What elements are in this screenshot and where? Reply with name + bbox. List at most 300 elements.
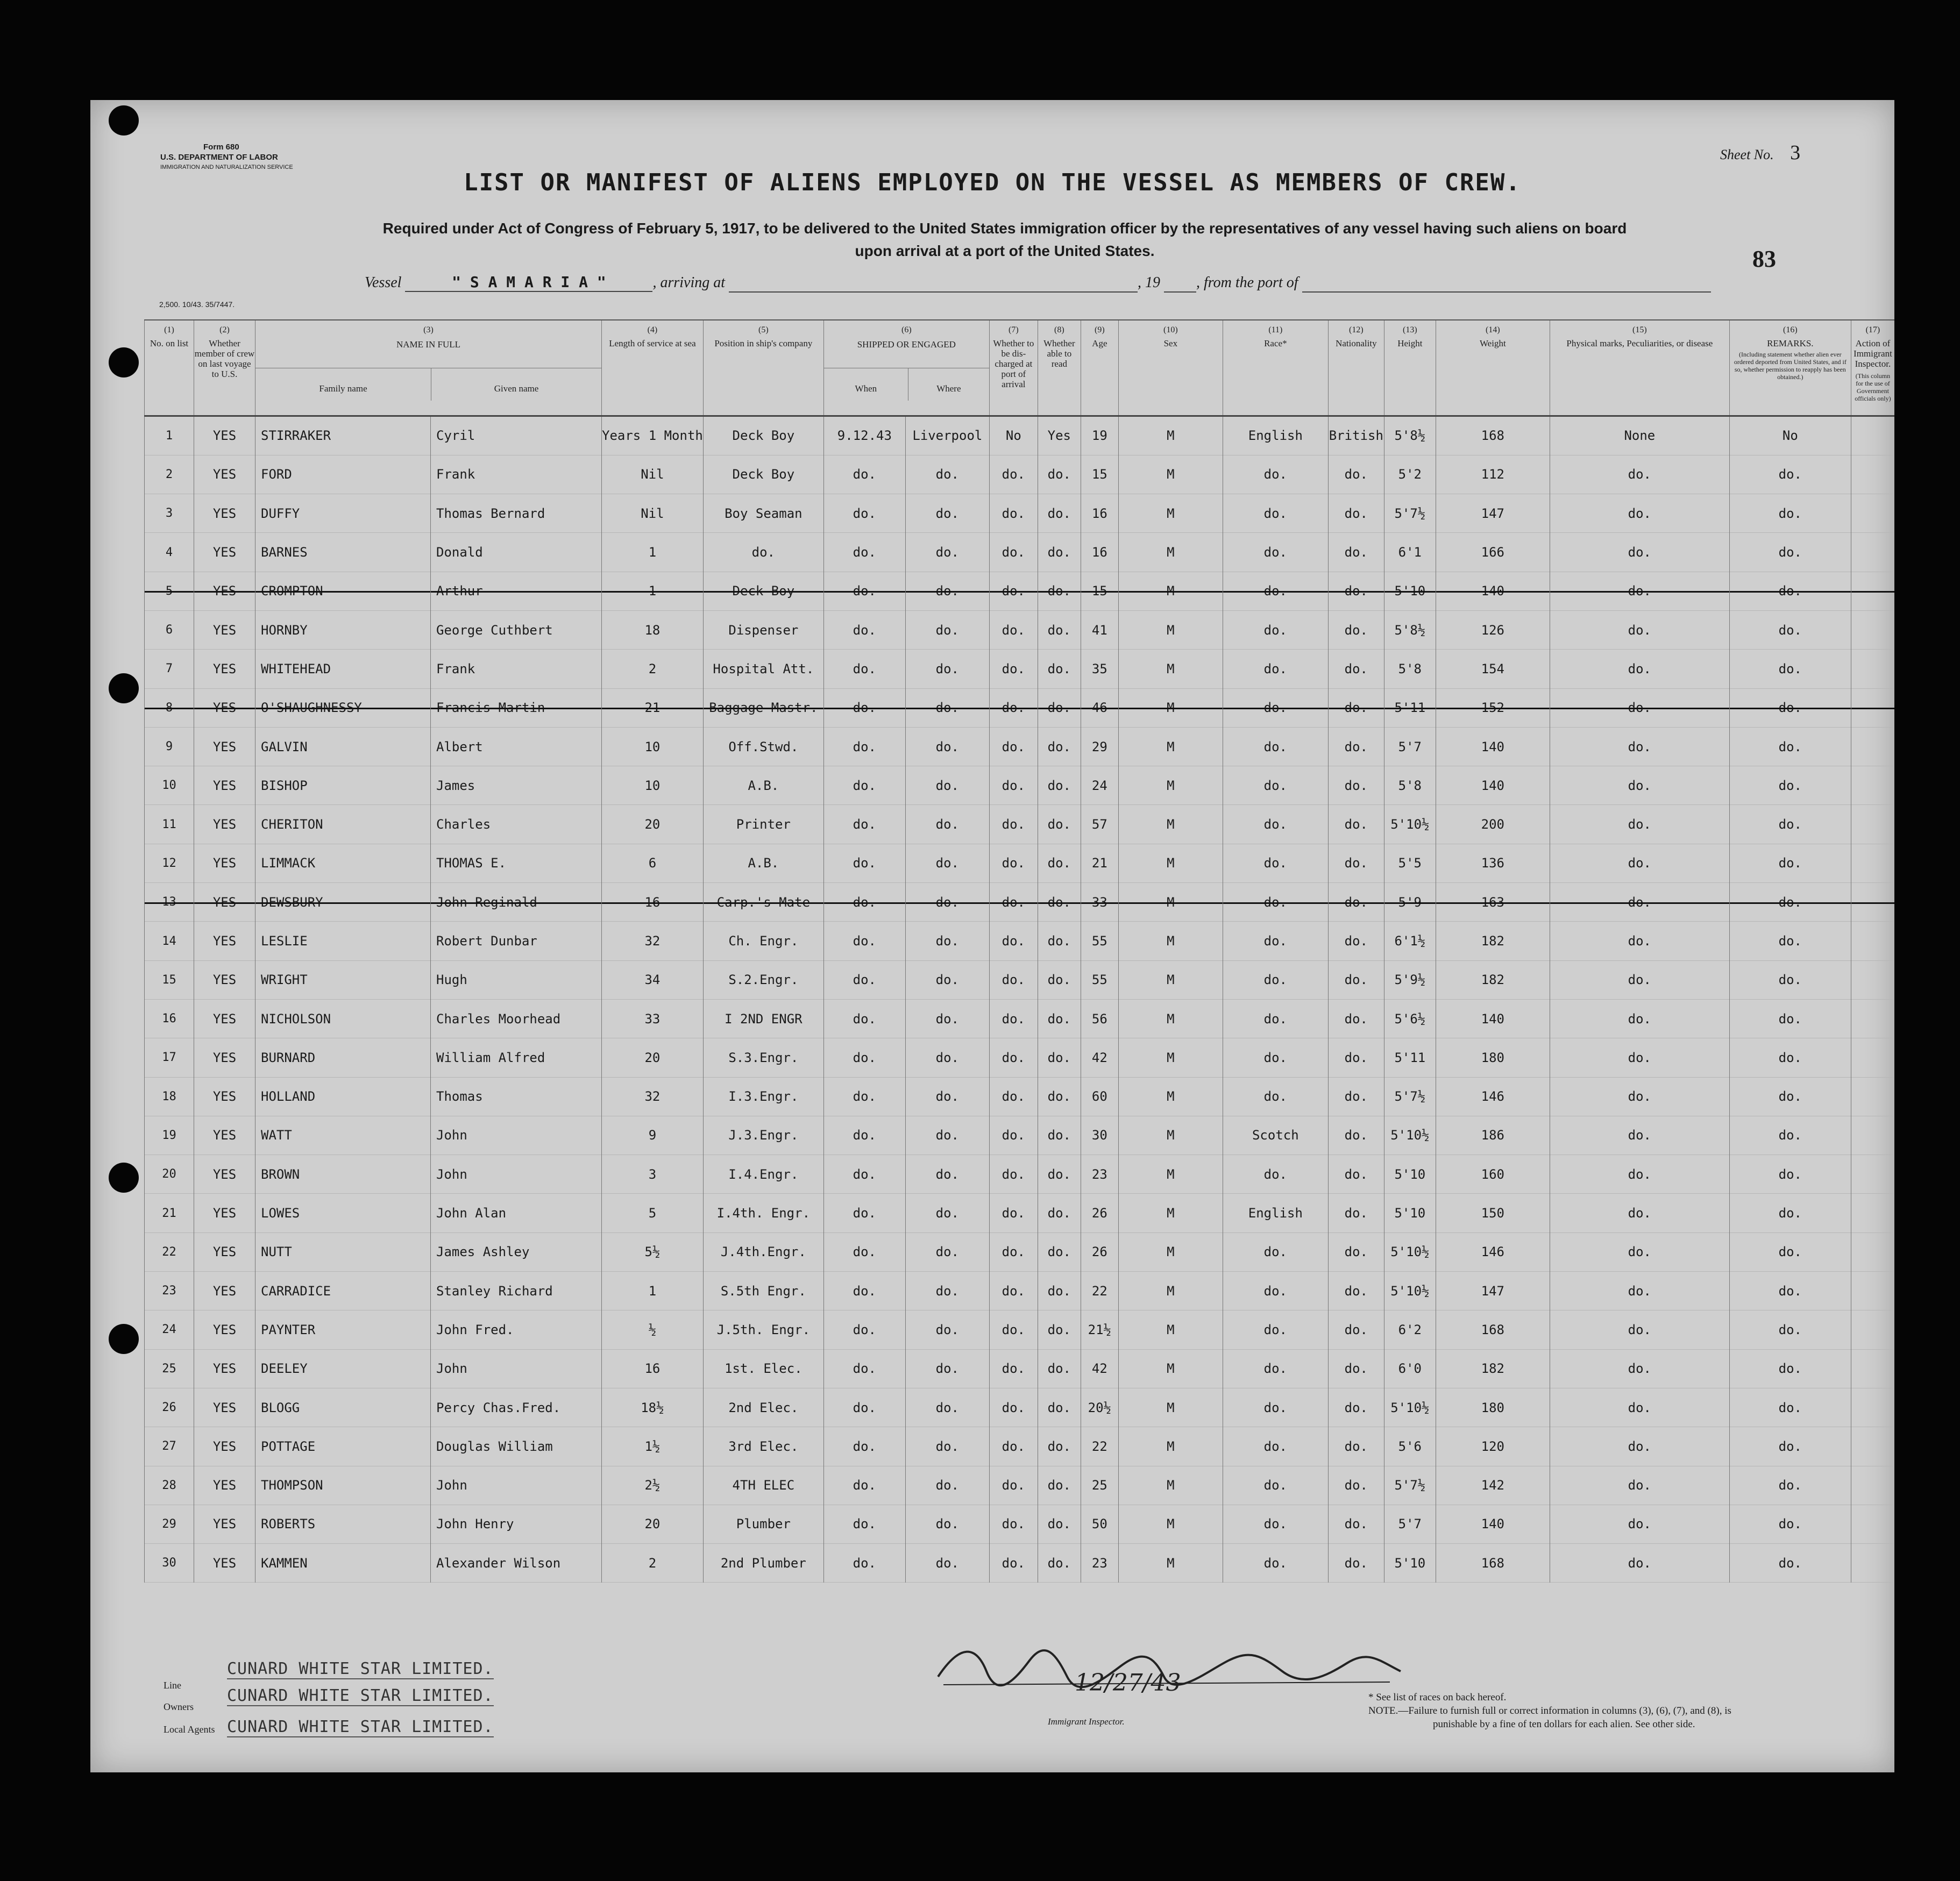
service-length-cell: 5½: [602, 1232, 704, 1271]
service-length-cell: 3: [602, 1155, 704, 1194]
table-row: [145, 610, 1895, 649]
position-cell: Deck Boy: [703, 416, 823, 455]
family-name-cell: WHITEHEAD: [255, 650, 431, 688]
able-to-read-cell: do.: [1038, 1505, 1081, 1543]
race-cell: do.: [1223, 960, 1328, 999]
able-to-read-cell: do.: [1038, 1544, 1081, 1583]
age-cell: 15: [1081, 572, 1118, 610]
height-cell: 5'10: [1384, 1155, 1436, 1194]
sheet-number: [1720, 141, 1800, 165]
service-length-cell: 16: [602, 1349, 704, 1388]
position-cell: I.4.Engr.: [703, 1155, 823, 1194]
race-cell: do.: [1223, 1466, 1328, 1505]
previous-voyage-cell: YES: [194, 455, 255, 494]
race-cell: do.: [1223, 1505, 1328, 1543]
family-name-cell: CARRADICE: [255, 1272, 431, 1310]
weight-cell: 147: [1436, 494, 1550, 533]
nationality-cell: do.: [1328, 805, 1384, 844]
weight-cell: 140: [1436, 1505, 1550, 1543]
physical-marks-cell: do.: [1550, 1466, 1729, 1505]
inspector-action-cell: [1851, 494, 1894, 533]
to-be-discharged-cell: do.: [989, 688, 1038, 727]
weight-cell: 112: [1436, 455, 1550, 494]
race-cell: do.: [1223, 1544, 1328, 1583]
able-to-read-cell: do.: [1038, 844, 1081, 882]
given-name-cell: George Cuthbert: [431, 610, 602, 649]
inspector-action-cell: [1851, 1272, 1894, 1310]
family-name-cell: DEWSBURY: [255, 883, 431, 922]
sex-cell: M: [1118, 533, 1223, 572]
able-to-read-cell: do.: [1038, 727, 1081, 766]
shipped-where-cell: do.: [905, 650, 989, 688]
sex-cell: M: [1118, 1388, 1223, 1427]
weight-cell: 140: [1436, 999, 1550, 1038]
col-header-inspector-action: (17) Action of Immigrant Inspector. (This column for the use of Government officials only): [1851, 320, 1894, 416]
age-cell: 50: [1081, 1505, 1118, 1543]
table-row: [145, 1427, 1895, 1466]
col-header-family-name: Family name: [319, 383, 367, 394]
age-cell: 26: [1081, 1194, 1118, 1232]
family-name-cell: DUFFY: [255, 494, 431, 533]
table-row: [145, 455, 1895, 494]
table-row: [145, 494, 1895, 533]
shipped-when-cell: do.: [823, 922, 905, 960]
shipped-where-cell: do.: [905, 1232, 989, 1271]
physical-marks-cell: do.: [1550, 1349, 1729, 1388]
row-number-cell: 28: [145, 1466, 194, 1505]
previous-voyage-cell: YES: [194, 844, 255, 882]
service-length-cell: 6: [602, 844, 704, 882]
physical-marks-cell: do.: [1550, 1232, 1729, 1271]
age-cell: 42: [1081, 1349, 1118, 1388]
given-name-cell: John: [431, 1155, 602, 1194]
shipped-when-cell: do.: [823, 999, 905, 1038]
given-name-cell: Thomas: [431, 1077, 602, 1116]
table-row: [145, 1232, 1895, 1271]
age-cell: 55: [1081, 922, 1118, 960]
physical-marks-cell: do.: [1550, 1544, 1729, 1583]
shipped-when-cell: do.: [823, 1466, 905, 1505]
shipped-where-cell: do.: [905, 572, 989, 610]
family-name-cell: BLOGG: [255, 1388, 431, 1427]
position-cell: I.3.Engr.: [703, 1077, 823, 1116]
age-cell: 24: [1081, 766, 1118, 805]
race-cell: do.: [1223, 1272, 1328, 1310]
nationality-cell: do.: [1328, 727, 1384, 766]
height-cell: 5'7½: [1384, 494, 1436, 533]
sex-cell: M: [1118, 1505, 1223, 1543]
sex-cell: M: [1118, 1194, 1223, 1232]
to-be-discharged-cell: do.: [989, 494, 1038, 533]
remarks-cell: do.: [1729, 1349, 1851, 1388]
page-subtitle: [252, 217, 1758, 262]
table-row: [145, 1194, 1895, 1232]
race-cell: do.: [1223, 688, 1328, 727]
to-be-discharged-cell: do.: [989, 610, 1038, 649]
remarks-cell: do.: [1729, 650, 1851, 688]
sex-cell: M: [1118, 960, 1223, 999]
to-be-discharged-cell: do.: [989, 844, 1038, 882]
height-cell: 5'10½: [1384, 805, 1436, 844]
sex-cell: M: [1118, 688, 1223, 727]
service-length-cell: 20: [602, 1505, 704, 1543]
shipped-where-cell: do.: [905, 883, 989, 922]
service-length-cell: 10: [602, 766, 704, 805]
row-number-cell: 15: [145, 960, 194, 999]
shipped-where-cell: do.: [905, 494, 989, 533]
shipped-where-cell: do.: [905, 688, 989, 727]
to-be-discharged-cell: do.: [989, 1116, 1038, 1155]
shipped-where-cell: do.: [905, 844, 989, 882]
table-row: [145, 1038, 1895, 1077]
family-name-cell: GALVIN: [255, 727, 431, 766]
position-cell: 3rd Elec.: [703, 1427, 823, 1466]
position-cell: S.2.Engr.: [703, 960, 823, 999]
to-be-discharged-cell: do.: [989, 883, 1038, 922]
table-body: [145, 416, 1895, 1583]
height-cell: 5'10½: [1384, 1232, 1436, 1271]
sex-cell: M: [1118, 650, 1223, 688]
shipped-where-cell: do.: [905, 1272, 989, 1310]
arriving-blank: [729, 274, 1138, 293]
race-cell: English: [1223, 416, 1328, 455]
weight-cell: 180: [1436, 1038, 1550, 1077]
previous-voyage-cell: YES: [194, 688, 255, 727]
sex-cell: M: [1118, 883, 1223, 922]
physical-marks-cell: do.: [1550, 999, 1729, 1038]
remarks-cell: do.: [1729, 610, 1851, 649]
vessel-label: Vessel: [365, 274, 402, 291]
shipped-where-cell: do.: [905, 1038, 989, 1077]
service-length-cell: 1: [602, 572, 704, 610]
able-to-read-cell: do.: [1038, 1466, 1081, 1505]
table-row: [145, 960, 1895, 999]
inspector-action-cell: [1851, 572, 1894, 610]
sheet-number-label: Sheet No.: [1720, 147, 1774, 162]
page-number: 83: [1752, 246, 1776, 272]
nationality-cell: do.: [1328, 766, 1384, 805]
col-header-read: (8) Whether able to read: [1038, 320, 1081, 416]
family-name-cell: O'SHAUGHNESSY: [255, 688, 431, 727]
given-name-cell: John: [431, 1349, 602, 1388]
table-row: [145, 1116, 1895, 1155]
able-to-read-cell: do.: [1038, 1232, 1081, 1271]
nationality-cell: do.: [1328, 922, 1384, 960]
remarks-cell: do.: [1729, 960, 1851, 999]
nationality-cell: do.: [1328, 1232, 1384, 1271]
race-cell: do.: [1223, 766, 1328, 805]
given-name-cell: Francis Martin: [431, 688, 602, 727]
age-cell: 21½: [1081, 1310, 1118, 1349]
row-number-cell: 22: [145, 1232, 194, 1271]
position-cell: J.4th.Engr.: [703, 1232, 823, 1271]
to-be-discharged-cell: do.: [989, 572, 1038, 610]
remarks-cell: do.: [1729, 1272, 1851, 1310]
family-name-cell: NICHOLSON: [255, 999, 431, 1038]
race-cell: do.: [1223, 1349, 1328, 1388]
physical-marks-cell: do.: [1550, 922, 1729, 960]
nationality-cell: do.: [1328, 610, 1384, 649]
position-cell: Deck Boy: [703, 572, 823, 610]
height-cell: 5'10½: [1384, 1272, 1436, 1310]
shipped-when-cell: do.: [823, 494, 905, 533]
age-cell: 23: [1081, 1155, 1118, 1194]
row-number-cell: 24: [145, 1310, 194, 1349]
subtitle-line-2: upon arrival at a port of the United States.: [855, 243, 1155, 259]
shipped-when-cell: do.: [823, 883, 905, 922]
remarks-cell: do.: [1729, 805, 1851, 844]
inspector-action-cell: [1851, 1194, 1894, 1232]
nationality-cell: do.: [1328, 1388, 1384, 1427]
position-cell: J.5th. Engr.: [703, 1310, 823, 1349]
weight-cell: 186: [1436, 1116, 1550, 1155]
col-header-nationality: (12) Nationality: [1328, 320, 1384, 416]
physical-marks-cell: do.: [1550, 610, 1729, 649]
height-cell: 5'10½: [1384, 1116, 1436, 1155]
remarks-cell: do.: [1729, 999, 1851, 1038]
inspector-action-cell: [1851, 1038, 1894, 1077]
table-header: [145, 320, 1895, 416]
height-cell: 5'9: [1384, 883, 1436, 922]
physical-marks-cell: do.: [1550, 883, 1729, 922]
inspector-action-cell: [1851, 922, 1894, 960]
family-name-cell: ROBERTS: [255, 1505, 431, 1543]
age-cell: 56: [1081, 999, 1118, 1038]
previous-voyage-cell: YES: [194, 922, 255, 960]
row-number-cell: 3: [145, 494, 194, 533]
position-cell: A.B.: [703, 766, 823, 805]
year-label: , 19: [1138, 274, 1160, 291]
position-cell: 4TH ELEC: [703, 1466, 823, 1505]
inspector-action-cell: [1851, 1116, 1894, 1155]
height-cell: 5'7: [1384, 727, 1436, 766]
position-cell: 2nd Plumber: [703, 1544, 823, 1583]
note-races: * See list of races on back hereof.: [1368, 1692, 1507, 1703]
shipped-when-cell: do.: [823, 533, 905, 572]
inspector-action-cell: [1851, 1232, 1894, 1271]
race-cell: English: [1223, 1194, 1328, 1232]
position-cell: I 2ND ENGR: [703, 999, 823, 1038]
height-cell: 5'10½: [1384, 1388, 1436, 1427]
position-cell: Boy Seaman: [703, 494, 823, 533]
family-name-cell: LOWES: [255, 1194, 431, 1232]
nationality-cell: do.: [1328, 650, 1384, 688]
position-cell: Deck Boy: [703, 455, 823, 494]
able-to-read-cell: do.: [1038, 960, 1081, 999]
weight-cell: 168: [1436, 1310, 1550, 1349]
given-name-cell: John Fred.: [431, 1310, 602, 1349]
shipped-where-cell: do.: [905, 533, 989, 572]
inspector-action-cell: [1851, 650, 1894, 688]
sex-cell: M: [1118, 1466, 1223, 1505]
table-row: [145, 805, 1895, 844]
height-cell: 5'7: [1384, 1505, 1436, 1543]
line-stamp: CUNARD WHITE STAR LIMITED.: [227, 1659, 494, 1678]
remarks-cell: do.: [1729, 533, 1851, 572]
physical-marks-cell: do.: [1550, 572, 1729, 610]
given-name-cell: Donald: [431, 533, 602, 572]
note-penalty-1: NOTE.—Failure to furnish full or correct information in columns (3), (6), (7), and (8), is: [1368, 1705, 1731, 1716]
col-header-age: (9) Age: [1081, 320, 1118, 416]
height-cell: 5'10: [1384, 572, 1436, 610]
given-name-cell: Frank: [431, 455, 602, 494]
service-length-cell: 32: [602, 1077, 704, 1116]
table-row: [145, 766, 1895, 805]
row-number-cell: 23: [145, 1272, 194, 1310]
age-cell: 35: [1081, 650, 1118, 688]
table-row: [145, 1544, 1895, 1583]
table-row: [145, 883, 1895, 922]
remarks-cell: do.: [1729, 688, 1851, 727]
remarks-cell: do.: [1729, 1194, 1851, 1232]
shipped-when-cell: do.: [823, 1310, 905, 1349]
inspector-action-cell: [1851, 1349, 1894, 1388]
nationality-cell: do.: [1328, 1310, 1384, 1349]
shipped-where-cell: do.: [905, 1155, 989, 1194]
shipped-when-cell: do.: [823, 1388, 905, 1427]
inspector-action-cell: [1851, 999, 1894, 1038]
inspector-action-cell: [1851, 844, 1894, 882]
shipped-where-cell: do.: [905, 610, 989, 649]
service-length-cell: 1: [602, 533, 704, 572]
able-to-read-cell: Yes: [1038, 416, 1081, 455]
shipped-where-cell: do.: [905, 1427, 989, 1466]
height-cell: 5'7½: [1384, 1466, 1436, 1505]
row-number-cell: 10: [145, 766, 194, 805]
shipped-when-cell: do.: [823, 1194, 905, 1232]
col-header-remarks: (16) REMARKS. (Including statement whether alien ever ordered deported from United States, and if so, whether permission to reapply has been obtained.): [1729, 320, 1851, 416]
weight-cell: 146: [1436, 1232, 1550, 1271]
note-penalty-2: punishable by a fine of ten dollars for each alien. See other side.: [1433, 1719, 1695, 1730]
service-length-cell: 18: [602, 610, 704, 649]
family-name-cell: FORD: [255, 455, 431, 494]
row-number-cell: 2: [145, 455, 194, 494]
shipped-when-cell: do.: [823, 1272, 905, 1310]
owners-stamp: CUNARD WHITE STAR LIMITED.: [227, 1686, 494, 1705]
print-code: 2,500. 10/43. 35/7447.: [159, 300, 235, 309]
previous-voyage-cell: YES: [194, 572, 255, 610]
age-cell: 21: [1081, 844, 1118, 882]
race-cell: do.: [1223, 1038, 1328, 1077]
to-be-discharged-cell: do.: [989, 1232, 1038, 1271]
to-be-discharged-cell: No: [989, 416, 1038, 455]
inspector-action-cell: [1851, 727, 1894, 766]
shipped-where-cell: do.: [905, 766, 989, 805]
shipped-when-cell: do.: [823, 960, 905, 999]
physical-marks-cell: None: [1550, 416, 1729, 455]
height-cell: 5'8: [1384, 766, 1436, 805]
sex-cell: M: [1118, 1272, 1223, 1310]
remarks-cell: do.: [1729, 1505, 1851, 1543]
able-to-read-cell: do.: [1038, 1116, 1081, 1155]
shipped-when-cell: do.: [823, 805, 905, 844]
age-cell: 29: [1081, 727, 1118, 766]
table-row: [145, 1505, 1895, 1543]
previous-voyage-cell: YES: [194, 610, 255, 649]
col-header-name: (3) NAME IN FULL Family name Given name: [255, 320, 602, 416]
row-number-cell: 30: [145, 1544, 194, 1583]
position-cell: S.3.Engr.: [703, 1038, 823, 1077]
able-to-read-cell: do.: [1038, 1349, 1081, 1388]
inspector-action-cell: [1851, 1466, 1894, 1505]
sex-cell: M: [1118, 1349, 1223, 1388]
physical-marks-cell: do.: [1550, 688, 1729, 727]
weight-cell: 142: [1436, 1466, 1550, 1505]
table-row: [145, 1349, 1895, 1388]
able-to-read-cell: do.: [1038, 766, 1081, 805]
age-cell: 25: [1081, 1466, 1118, 1505]
able-to-read-cell: do.: [1038, 1077, 1081, 1116]
family-name-cell: POTTAGE: [255, 1427, 431, 1466]
to-be-discharged-cell: do.: [989, 533, 1038, 572]
service-length-cell: 2: [602, 650, 704, 688]
shipped-when-cell: do.: [823, 1038, 905, 1077]
to-be-discharged-cell: do.: [989, 727, 1038, 766]
row-number-cell: 17: [145, 1038, 194, 1077]
inspector-action-cell: [1851, 455, 1894, 494]
physical-marks-cell: do.: [1550, 494, 1729, 533]
vessel-name: " S A M A R I A ": [405, 273, 652, 292]
weight-cell: 168: [1436, 1544, 1550, 1583]
col-header-where: Where: [908, 368, 989, 401]
manifest-sheet: [90, 100, 1894, 1772]
sex-cell: M: [1118, 1232, 1223, 1271]
able-to-read-cell: do.: [1038, 1194, 1081, 1232]
previous-voyage-cell: YES: [194, 1077, 255, 1116]
inspector-action-cell: [1851, 610, 1894, 649]
previous-voyage-cell: YES: [194, 650, 255, 688]
able-to-read-cell: do.: [1038, 455, 1081, 494]
col-header-when: When: [855, 383, 877, 394]
sex-cell: M: [1118, 999, 1223, 1038]
nationality-cell: do.: [1328, 1155, 1384, 1194]
race-cell: do.: [1223, 533, 1328, 572]
service-length-cell: 1½: [602, 1427, 704, 1466]
department-name: U.S. DEPARTMENT OF LABOR: [160, 153, 278, 162]
to-be-discharged-cell: do.: [989, 922, 1038, 960]
nationality-cell: do.: [1328, 688, 1384, 727]
nationality-cell: do.: [1328, 960, 1384, 999]
sex-cell: M: [1118, 766, 1223, 805]
family-name-cell: HORNBY: [255, 610, 431, 649]
able-to-read-cell: do.: [1038, 650, 1081, 688]
table-row: [145, 572, 1895, 610]
remarks-cell: do.: [1729, 572, 1851, 610]
service-length-cell: 21: [602, 688, 704, 727]
given-name-cell: James Ashley: [431, 1232, 602, 1271]
weight-cell: 200: [1436, 805, 1550, 844]
row-number-cell: 12: [145, 844, 194, 882]
service-length-cell: 5: [602, 1194, 704, 1232]
row-number-cell: 5: [145, 572, 194, 610]
age-cell: 41: [1081, 610, 1118, 649]
race-cell: do.: [1223, 999, 1328, 1038]
form-block: [160, 142, 293, 173]
service-length-cell: 20: [602, 1038, 704, 1077]
row-number-cell: 20: [145, 1155, 194, 1194]
shipped-when-cell: do.: [823, 1116, 905, 1155]
shipped-when-cell: do.: [823, 1155, 905, 1194]
physical-marks-cell: do.: [1550, 960, 1729, 999]
table-row: [145, 688, 1895, 727]
shipped-where-cell: Liverpool: [905, 416, 989, 455]
shipped-when-cell: do.: [823, 688, 905, 727]
service-length-cell: 16: [602, 883, 704, 922]
subtitle-line-1: Required under Act of Congress of February 5, 1917, to be delivered to the United States immigration officer by the representatives of any vessel having such aliens on board: [382, 220, 1627, 237]
position-cell: Dispenser: [703, 610, 823, 649]
shipped-when-cell: do.: [823, 650, 905, 688]
remarks-cell: do.: [1729, 922, 1851, 960]
